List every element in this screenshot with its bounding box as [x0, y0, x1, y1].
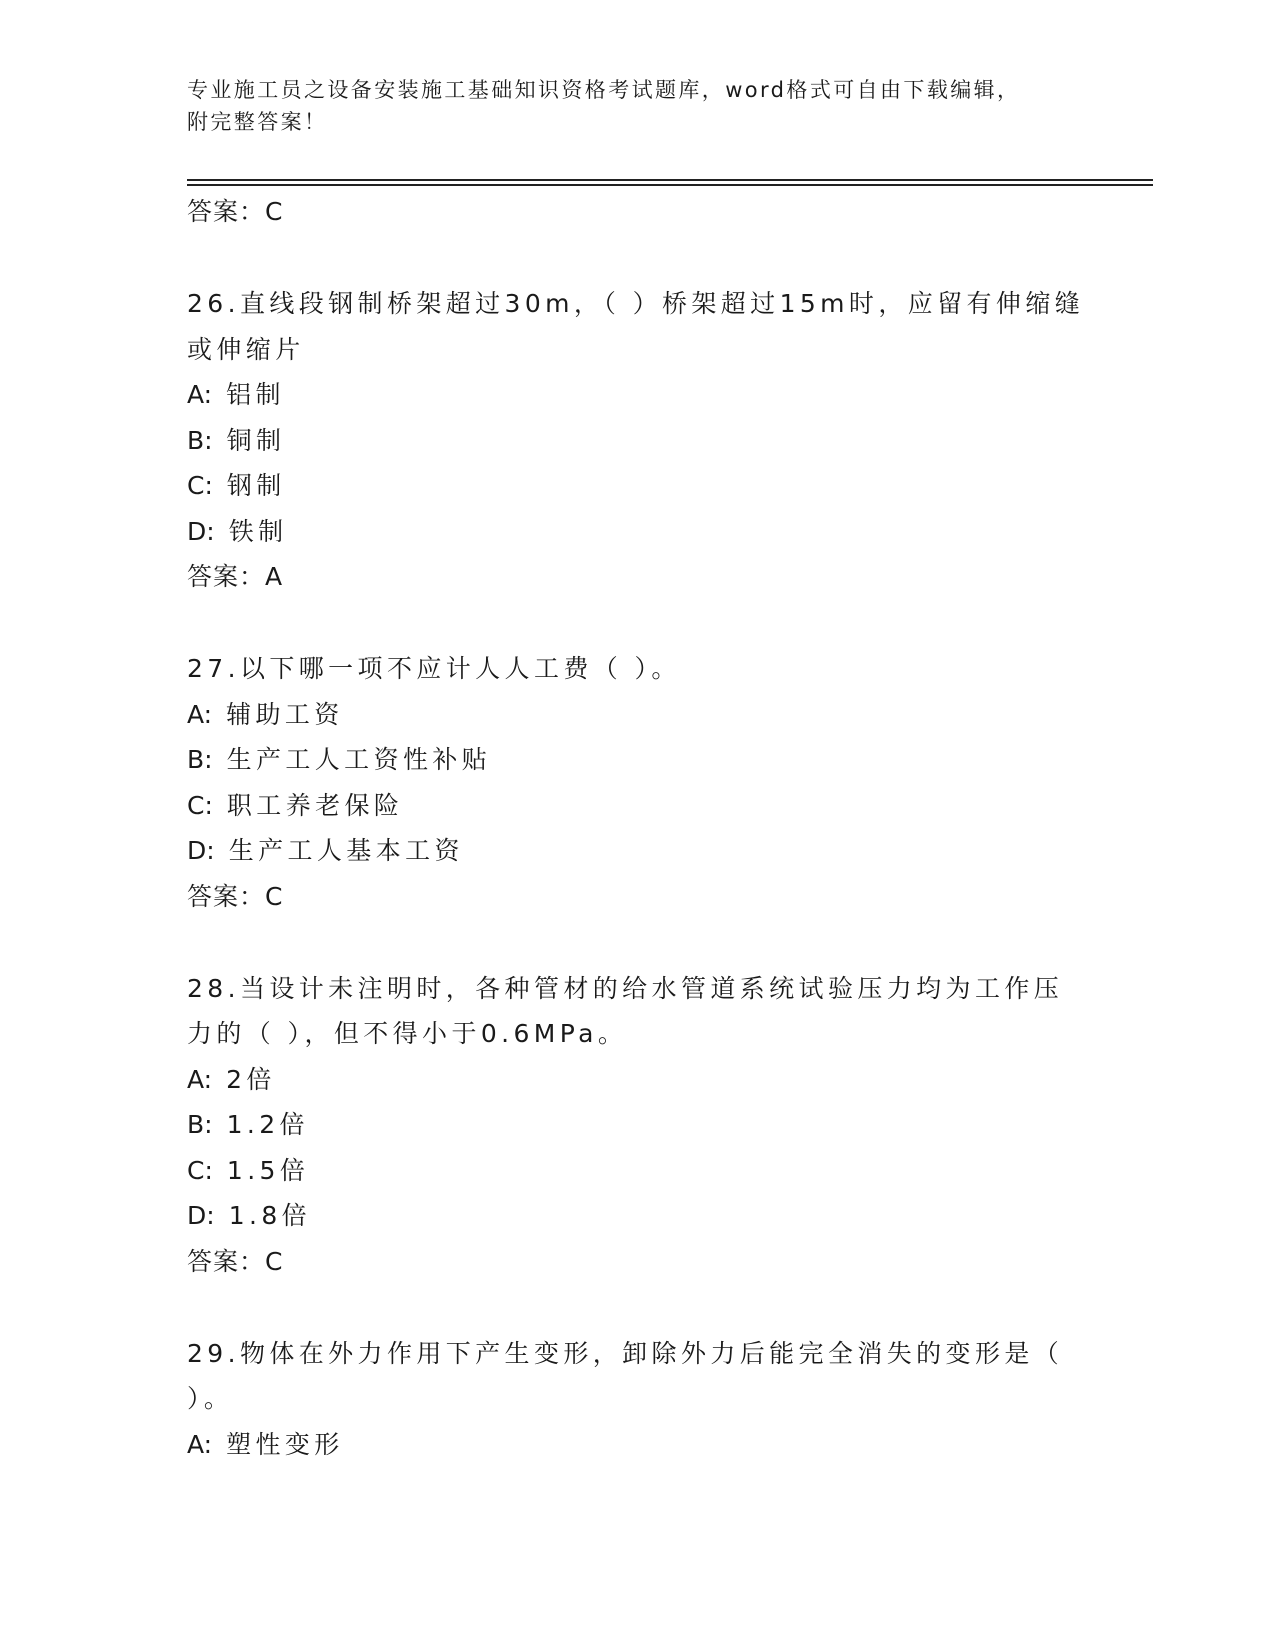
question-item [187, 646, 1087, 920]
option-d [187, 828, 1087, 874]
option-text: 钢制 [226, 471, 286, 500]
option-a [187, 372, 1087, 418]
option-text: 辅助工资 [226, 699, 344, 729]
option-b [187, 1102, 1087, 1148]
option-c [187, 463, 1087, 509]
option-letter: A: [187, 1429, 213, 1459]
question-list [187, 189, 1087, 1467]
question-item [187, 281, 1087, 600]
option-text: 生产工人工资性补贴 [226, 745, 492, 774]
option-text: 塑性变形 [226, 1429, 344, 1459]
option-letter: C: [187, 790, 213, 820]
answer-line: 答案：C [187, 1246, 284, 1276]
option-letter: D: [187, 1201, 215, 1230]
question-stem: 27.以下哪一项不应计人人工费（ ）。 [187, 654, 681, 683]
option-text: 1.2倍 [226, 1110, 309, 1139]
option-d [187, 1193, 1087, 1239]
option-text: 1.5倍 [226, 1155, 310, 1185]
option-letter: B: [187, 425, 213, 455]
option-letter: D: [187, 516, 215, 546]
question-stem: 29.物体在外力作用下产生变形，卸除外力后能完全消失的变形是（ ）。 [187, 1338, 1064, 1413]
option-letter: A: [187, 699, 213, 729]
option-text: 1.8倍 [228, 1201, 312, 1230]
option-a [187, 1057, 1087, 1103]
option-text: 铝制 [226, 380, 285, 409]
option-b [187, 418, 1087, 464]
option-a [187, 692, 1087, 738]
document-header [187, 74, 1067, 138]
option-letter: B: [187, 745, 213, 774]
header-divider-top [187, 179, 1153, 181]
answer-line: 答案：A [187, 562, 284, 591]
option-letter: B: [187, 1110, 213, 1139]
option-letter: A: [187, 380, 213, 409]
option-letter: A: [187, 1064, 213, 1094]
option-text: 铜制 [226, 425, 286, 455]
question-item [187, 966, 1087, 1285]
option-text: 2倍 [226, 1064, 276, 1094]
option-text: 铁制 [228, 516, 288, 546]
header-line-2: 附完整答案！ [187, 110, 328, 134]
option-letter: C: [187, 1155, 213, 1185]
option-a [187, 1422, 1087, 1468]
option-text: 职工养老保险 [226, 790, 404, 820]
question-stem: 26.直线段钢制桥架超过30m，（ ）桥架超过15m时，应留有伸缩缝或伸缩片 [187, 289, 1085, 364]
question-item [187, 1331, 1087, 1468]
header-divider-bottom [187, 184, 1153, 186]
question-stem: 28.当设计未注明时，各种管材的给水管道系统试验压力均为工作压力的（ ），但不得小于0.6MPa。 [187, 973, 1064, 1048]
option-text: 生产工人基本工资 [228, 836, 464, 865]
answer-line: 答案：C [187, 881, 284, 911]
option-c [187, 1148, 1087, 1194]
header-line-1: 专业施工员之设备安装施工基础知识资格考试题库，word格式可自由下载编辑， [187, 78, 1021, 102]
option-d [187, 509, 1087, 555]
option-letter: C: [187, 471, 213, 500]
answer-line: 答案：C [187, 197, 284, 226]
option-b [187, 737, 1087, 783]
option-letter: D: [187, 836, 215, 865]
option-c [187, 783, 1087, 829]
